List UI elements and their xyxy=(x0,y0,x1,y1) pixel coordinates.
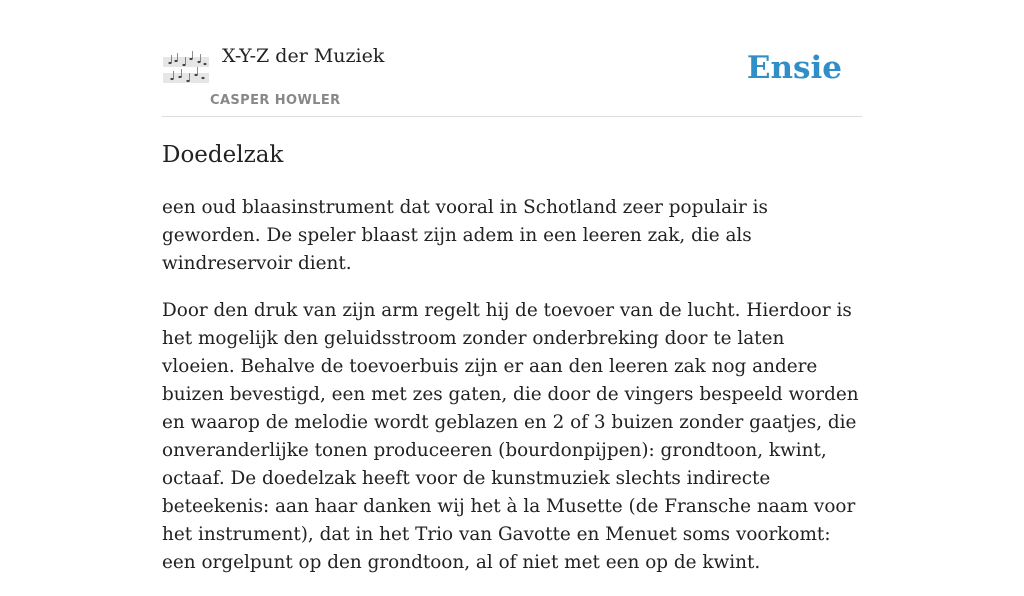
entry-paragraph: Door den druk van zijn arm regelt hij de toevoer van de lucht. Hierdoor is het mogelijk den geluidsstroom zonder onderbreking door te laten vloeien. Behalve de toevoerbuis zijn er aan den leeren zak nog andere buizen bevestigd, een met zes gaten, die door de vingers bespeeld worden en waarop de melodie wordt geblazen en 2 of 3 buizen zonder gaatjes, die onveranderlijke tonen produceeren (bourdonpijpen): grondtoon, kwint, octaaf. De doedelzak heeft voor de kunstmuziek slechts indirecte beteekenis: aan haar danken wij het à la Musette (de Fransche naam voor het instrument), dat in het Trio van Gavotte en Menuet soms voorkomt: een orgelpunt op den grondtoon, al of niet met een op de kwint. xyxy=(162,300,859,573)
author-name[interactable]: CASPER HOWLER xyxy=(210,93,341,108)
entry-paragraph: een oud blaasinstrument dat vooral in Schotland zeer populair is geworden. De speler blaast zijn adem in een leeren zak, die als windreservoir dient. xyxy=(162,197,768,274)
site-header xyxy=(162,0,862,117)
entry-title: Doedelzak xyxy=(162,142,284,168)
sheet-music-icon xyxy=(162,46,210,90)
book-title[interactable]: X-Y-Z der Muziek xyxy=(222,45,385,67)
entry-content xyxy=(162,138,862,596)
sheet-music-thumbnail-icon[interactable] xyxy=(162,46,210,90)
brand-logo[interactable]: Ensie xyxy=(746,50,842,86)
